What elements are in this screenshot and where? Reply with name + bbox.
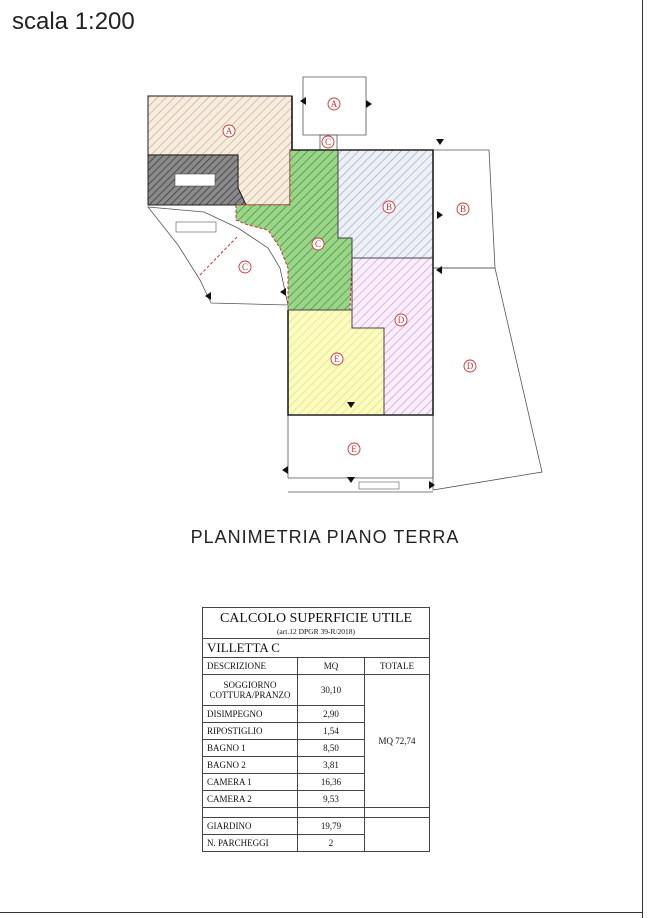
- sheet-border: [642, 0, 643, 918]
- row-mq: 2: [298, 835, 365, 852]
- row-mq: 16,36: [298, 774, 365, 791]
- col-header-total: TOTALE: [365, 658, 430, 675]
- zone-letter: D: [466, 361, 474, 371]
- calc-subtitle: (art.12 DPGR 39-R/2018): [276, 627, 356, 636]
- unit-name: VILLETTA C: [203, 639, 430, 658]
- row-mq: 9,53: [298, 791, 365, 808]
- row-mq: 19,79: [298, 818, 365, 835]
- row-mq: 30,10: [298, 675, 365, 706]
- row-desc: DISIMPEGNO: [203, 706, 298, 723]
- spacer-row: [203, 808, 430, 818]
- zone-letter: C: [241, 262, 249, 272]
- row-desc: RIPOSTIGLIO: [203, 723, 298, 740]
- zone-letter: E: [351, 444, 357, 454]
- row-desc: BAGNO 2: [203, 757, 298, 774]
- total-value: MQ 72,74: [365, 675, 430, 808]
- row-mq: 8,50: [298, 740, 365, 757]
- zone-letter: E: [334, 354, 340, 364]
- zone-letter: B: [459, 204, 467, 214]
- row-mq: 2,90: [298, 706, 365, 723]
- zone-grey: [148, 155, 246, 205]
- row-desc: CAMERA 2: [203, 791, 298, 808]
- zone-letter: C: [324, 137, 332, 147]
- zone-letter: A: [225, 126, 233, 136]
- scale-label: scala 1:200: [12, 8, 135, 35]
- zone-letter: D: [397, 315, 405, 325]
- row-mq: 1,54: [298, 723, 365, 740]
- zone-letter: B: [385, 202, 393, 212]
- table-row: [203, 818, 430, 835]
- table-row: [203, 675, 430, 706]
- zone-letter: C: [314, 239, 322, 249]
- row-desc: CAMERA 1: [203, 774, 298, 791]
- sheet-bottom-border: [0, 912, 643, 913]
- col-header-desc: DESCRIZIONE: [203, 658, 298, 675]
- zone-letter: A: [330, 99, 338, 109]
- col-header-mq: MQ: [298, 658, 365, 675]
- row-desc: N. PARCHEGGI: [203, 835, 298, 852]
- plan-title: PLANIMETRIA PIANO TERRA: [190, 527, 460, 547]
- calc-title: CALCOLO SUPERFICIE UTILE: [219, 611, 413, 626]
- row-mq: 3,81: [298, 757, 365, 774]
- calc-table: [202, 607, 430, 852]
- calc-header: [203, 608, 430, 639]
- row-desc: SOGGIORNO COTTURA/PRANZO: [203, 675, 298, 706]
- row-desc: GIARDINO: [203, 818, 298, 835]
- row-desc: BAGNO 1: [203, 740, 298, 757]
